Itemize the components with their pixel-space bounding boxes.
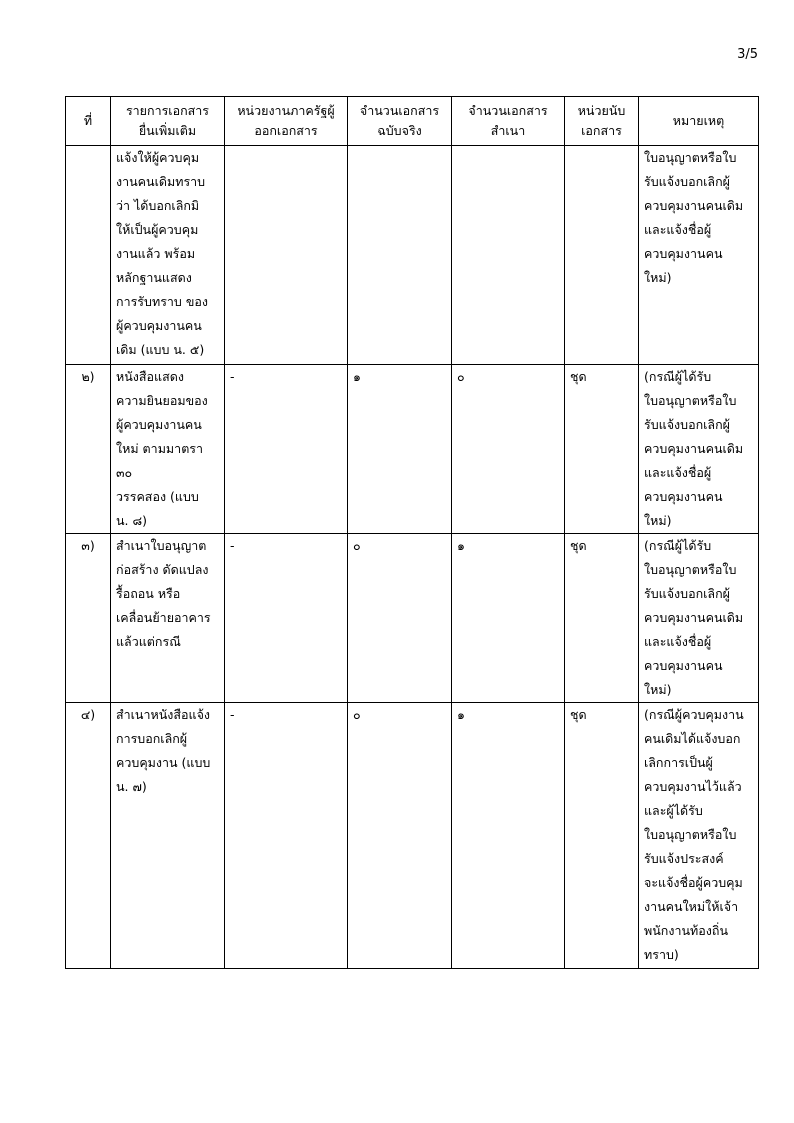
- copies-count: ๑: [452, 703, 565, 969]
- unit: ชุด: [565, 534, 639, 703]
- remarks: (กรณีผู้ควบคุมงาน คนเดิมได้แจ้งบอก เลิกการเป็นผู้ ควบคุมงานไว้แล้ว และผู้ได้รับ ใบอนุญาตหรือใบ รับแจ้งประสงค์ จะแจ้งชื่อผู้ควบคุม งานคนใหม่ให้เจ้า พนักงานท้องถิ่น ทราบ): [639, 703, 759, 969]
- row-number: ๒): [66, 365, 111, 534]
- table-row: [66, 534, 759, 703]
- table-row: [66, 365, 759, 534]
- document-name: สำเนาใบอนุญาต ก่อสร้าง ดัดแปลง รื้อถอน หรือ เคลื่อนย้ายอาคาร แล้วแต่กรณี: [111, 534, 225, 703]
- document-table: [65, 96, 759, 969]
- header-copies-count: จำนวนเอกสาร สำเนา: [452, 97, 565, 146]
- document-name: แจ้งให้ผู้ควบคุม งานคนเดิมทราบ ว่า ได้บอกเลิกมิ ให้เป็นผู้ควบคุม งานแล้ว พร้อม หลักฐานแสดง การรับทราบ ของ ผู้ควบคุมงานคน เดิม (แบบ น. ๕): [111, 146, 225, 365]
- originals-count: ๐: [348, 534, 452, 703]
- remarks: ใบอนุญาตหรือใบ รับแจ้งบอกเลิกผู้ ควบคุมงานคนเดิม และแจ้งชื่อผู้ ควบคุมงานคน ใหม่): [639, 146, 759, 365]
- copies-count: [452, 146, 565, 365]
- table-header-row: [66, 97, 759, 146]
- issuing-agency: -: [225, 534, 348, 703]
- table-row: [66, 703, 759, 969]
- header-document-list: รายการเอกสาร ยื่นเพิ่มเติม: [111, 97, 225, 146]
- originals-count: ๑: [348, 365, 452, 534]
- row-number: ๓): [66, 534, 111, 703]
- originals-count: [348, 146, 452, 365]
- issuing-agency: -: [225, 703, 348, 969]
- header-no: ที่: [66, 97, 111, 146]
- remarks: (กรณีผู้ได้รับ ใบอนุญาตหรือใบ รับแจ้งบอกเลิกผู้ ควบคุมงานคนเดิม และแจ้งชื่อผู้ ควบคุมงานคน ใหม่): [639, 534, 759, 703]
- originals-count: ๐: [348, 703, 452, 969]
- document-name: หนังสือแสดง ความยินยอมของ ผู้ควบคุมงานคน ใหม่ ตามมาตรา ๓๐ วรรคสอง (แบบ น. ๘): [111, 365, 225, 534]
- page-number: 3/5: [737, 47, 758, 62]
- issuing-agency: -: [225, 365, 348, 534]
- copies-count: ๑: [452, 534, 565, 703]
- copies-count: ๐: [452, 365, 565, 534]
- header-unit: หน่วยนับ เอกสาร: [565, 97, 639, 146]
- row-number: [66, 146, 111, 365]
- table-row: [66, 146, 759, 365]
- header-issuing-agency: หน่วยงานภาครัฐผู้ ออกเอกสาร: [225, 97, 348, 146]
- issuing-agency: [225, 146, 348, 365]
- header-originals-count: จำนวนเอกสาร ฉบับจริง: [348, 97, 452, 146]
- unit: ชุด: [565, 703, 639, 969]
- unit: [565, 146, 639, 365]
- row-number: ๔): [66, 703, 111, 969]
- unit: ชุด: [565, 365, 639, 534]
- remarks: (กรณีผู้ได้รับ ใบอนุญาตหรือใบ รับแจ้งบอกเลิกผู้ ควบคุมงานคนเดิม และแจ้งชื่อผู้ ควบคุมงานคน ใหม่): [639, 365, 759, 534]
- header-remarks: หมายเหตุ: [639, 97, 759, 146]
- document-name: สำเนาหนังสือแจ้ง การบอกเลิกผู้ ควบคุมงาน (แบบ น. ๗): [111, 703, 225, 969]
